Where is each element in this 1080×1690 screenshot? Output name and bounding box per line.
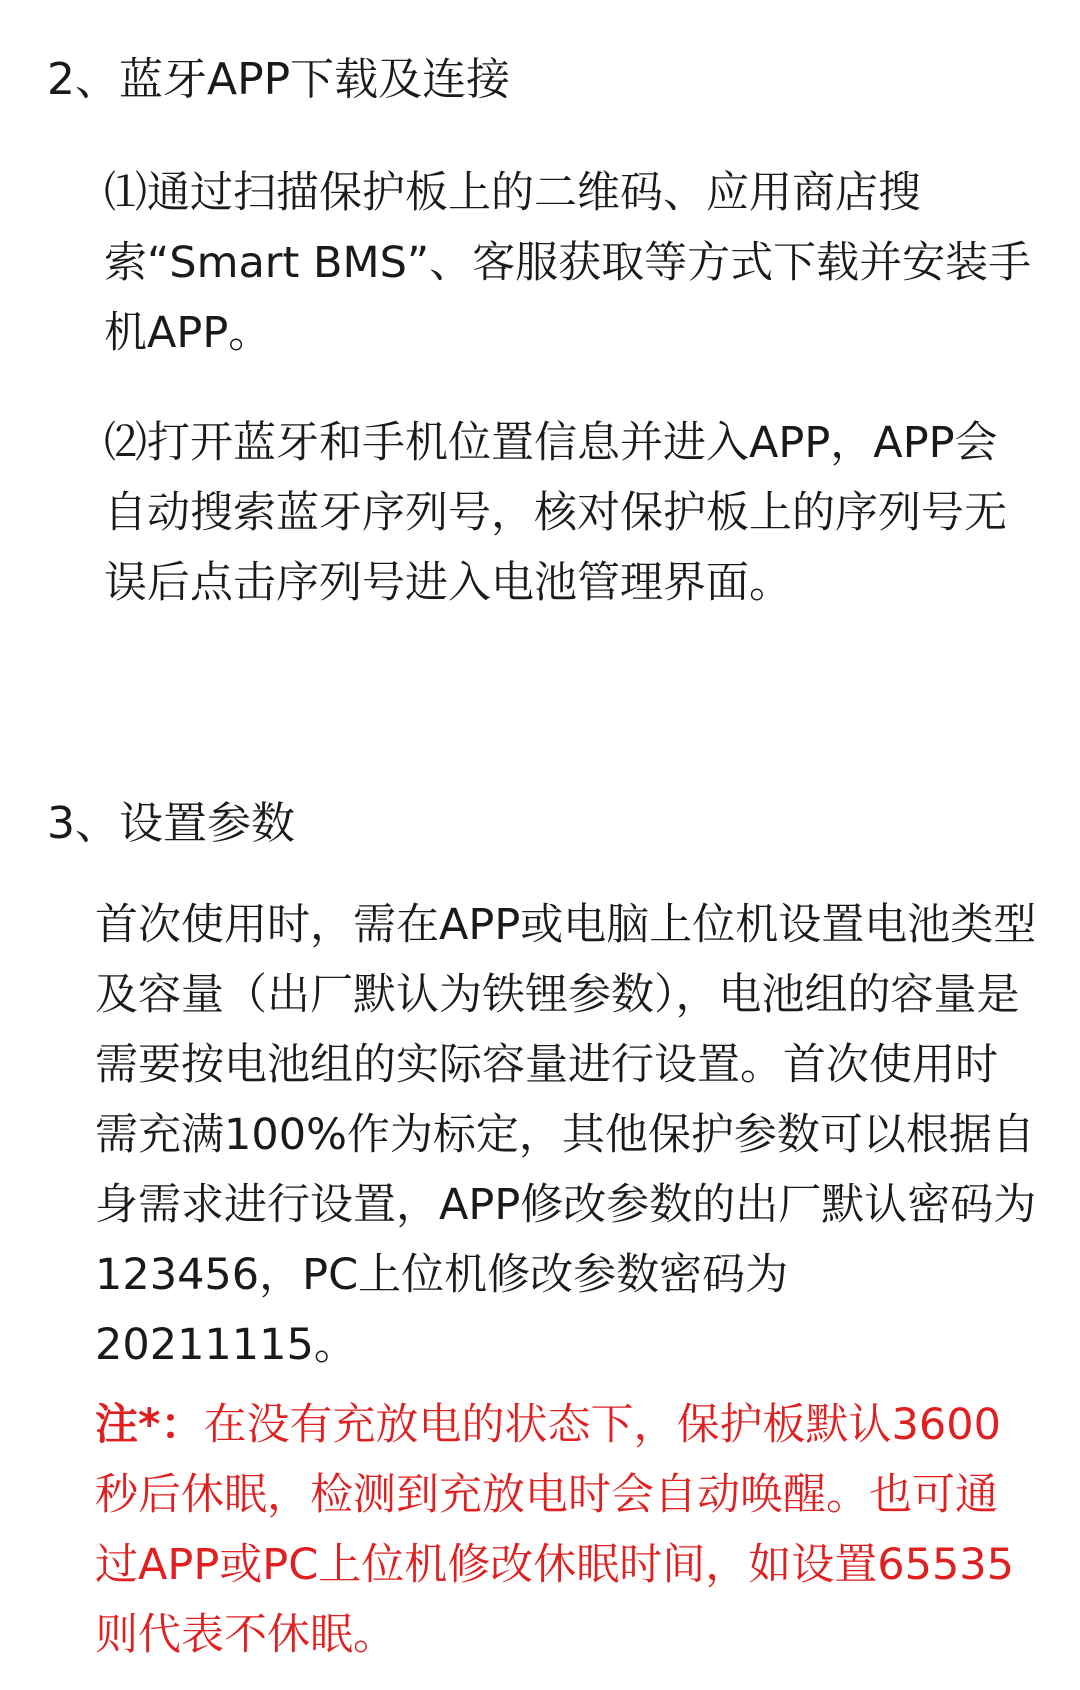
section-2-step-1: ⑴通过扫描保护板上的二维码、应用商店搜索“Smart BMS”、客服获取等方式下载并安装手机APP。 (104, 168, 1032, 358)
note-label: 注*： (95, 1400, 204, 1450)
section-2-heading: 2、蓝牙APP下载及连接 (47, 54, 511, 105)
section-2-step-2: ⑵打开蓝牙和手机位置信息并进入APP，APP会自动搜索蓝牙序列号，核对保护板上的序列号无误后点击序列号进入电池管理界面。 (104, 418, 1007, 608)
note-text: 在没有充放电的状态下，保护板默认3600秒后休眠，检测到充放电时会自动唤醒。也可通过APP或PC上位机修改休眠时间，如设置65535则代表不休眠。 (95, 1400, 1015, 1660)
section-3-body: 首次使用时，需在APP或电脑上位机设置电池类型及容量（出厂默认为铁锂参数），电池组的容量是需要按电池组的实际容量进行设置。首次使用时需充满100%作为标定，其他保护参数可以根据自身需求进行设置，APP修改参数的出厂默认密码为123456，PC上位机修改参数密码为20211115。 (95, 900, 1037, 1370)
sleep-note (95, 1390, 1040, 1670)
section-3-heading: 3、设置参数 (47, 798, 295, 849)
